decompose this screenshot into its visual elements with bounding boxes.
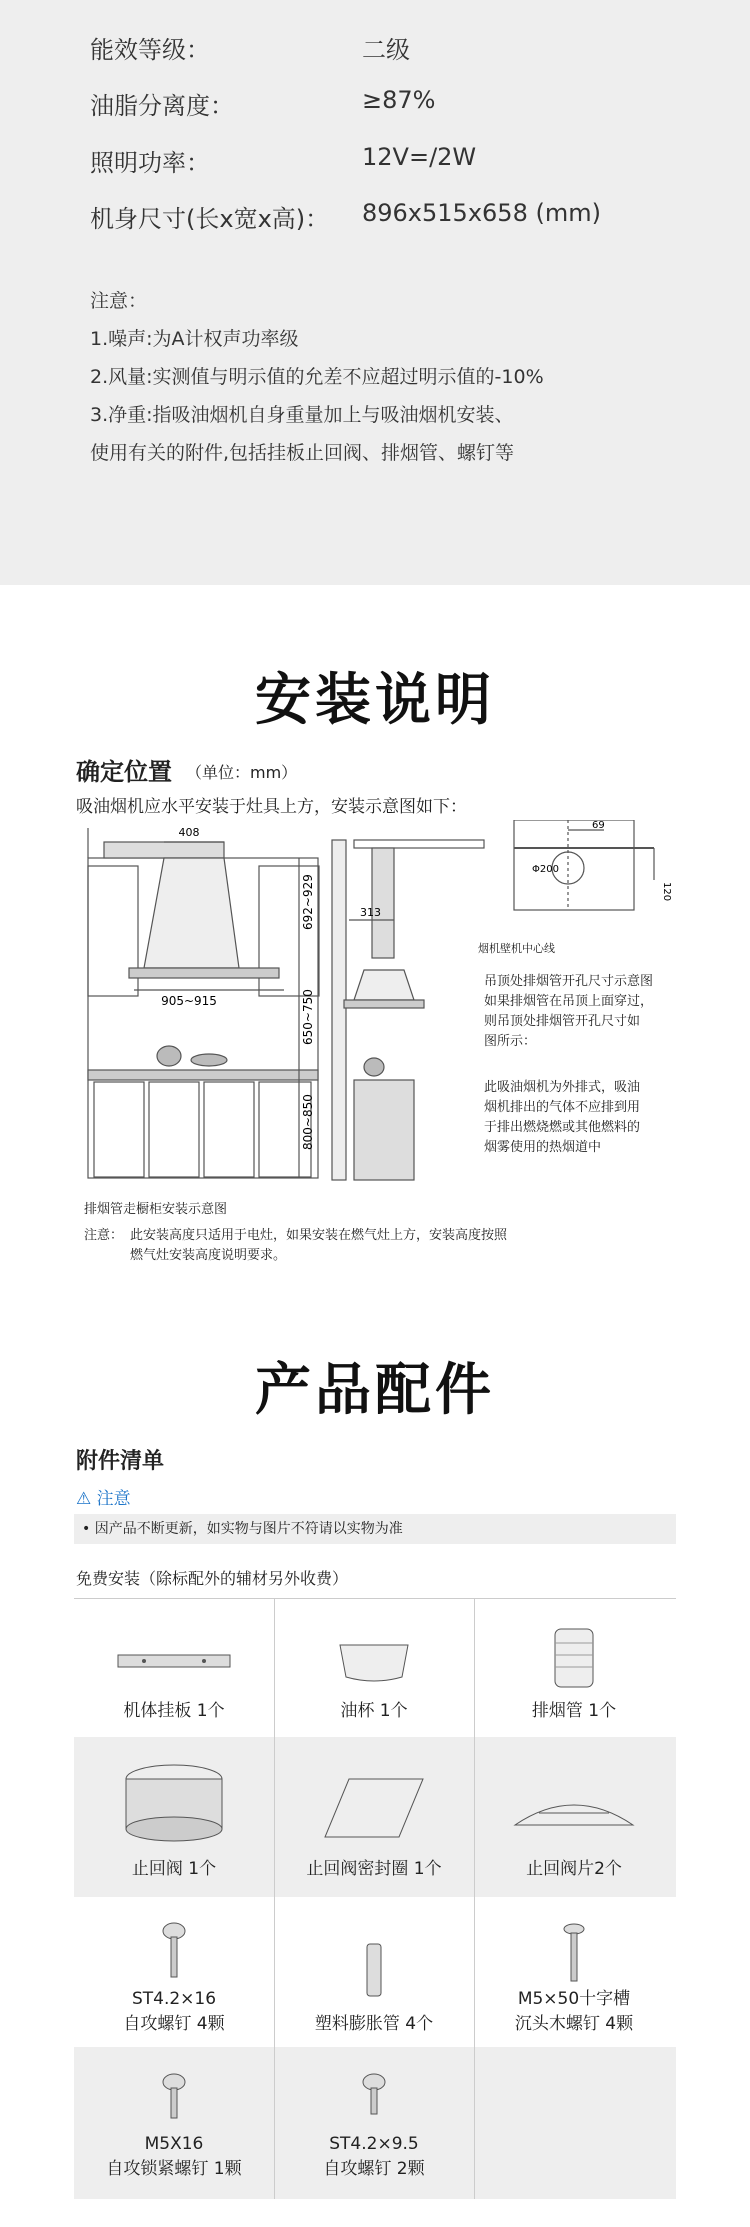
part-label: ST4.2×16: [131, 1989, 217, 2009]
tapping-screw-icon: [359, 2072, 389, 2122]
right-text-line: 此吸油烟机为外排式，吸油: [484, 1080, 641, 1095]
part-label: M5×50十字槽: [517, 1989, 631, 2009]
notice-bar: • 因产品不断更新，如实物与图片不符请以实物为准: [74, 1514, 676, 1544]
dim-408: 408: [178, 826, 200, 839]
install-intro: 吸油烟机应水平安装于灶具上方，安装示意图如下：: [76, 797, 467, 817]
install-note-line: 此安装高度只适用于电灶，如果安装在燃气灶上方，安装高度按照: [130, 1228, 508, 1243]
install-title: 安装说明: [255, 668, 495, 733]
exhaust-pipe-icon: [549, 1623, 599, 1693]
part-label: 止回阀 1个: [131, 1859, 217, 1879]
part-label: 自攻锁紧螺钉 1颗: [106, 2159, 242, 2179]
note-line: 使用有关的附件,包括挂板止回阀、排烟管、螺钉等: [90, 442, 515, 464]
dim-69: 69: [592, 820, 605, 831]
free-install-label: 免费安装（除标配外的辅材另外收费）: [76, 1569, 349, 1588]
right-text-line: 图所示：: [484, 1034, 537, 1049]
install-note-line: 燃气灶安装高度说明要求。: [130, 1248, 287, 1263]
right-text-line: 则吊顶处排烟管开孔尺寸如: [484, 1014, 641, 1029]
right-text-line: 如果排烟管在吊顶上面穿过，: [484, 994, 654, 1009]
part-label: 止回阀片2个: [526, 1859, 622, 1879]
part-label: 自攻螺钉 4颗: [123, 2014, 225, 2034]
install-note-label: 注意：: [84, 1228, 124, 1243]
spec-label: 油脂分离度：: [90, 92, 234, 120]
warning-row: [76, 1484, 131, 1509]
part-label: 自攻螺钉 2颗: [323, 2159, 425, 2179]
part-label: 沉头木螺钉 4颗: [514, 2014, 634, 2034]
spec-value: 12V=/2W: [362, 143, 477, 171]
warning-icon: ⚠: [76, 1489, 92, 1509]
part-label: ST4.2×9.5: [329, 2134, 419, 2154]
valve-seal-icon: [319, 1773, 429, 1843]
spec-label: 照明功率：: [90, 149, 210, 177]
part-item: [74, 2047, 274, 2182]
warning-label: 注意: [96, 1489, 131, 1509]
parts-title: 产品配件: [255, 1358, 495, 1423]
wood-screw-icon: [559, 1923, 589, 1983]
part-item: [274, 1897, 474, 2037]
dim-650: 650~750: [301, 989, 315, 1045]
dim-313: 313: [360, 906, 381, 919]
part-label: 机体挂板 1个: [123, 1701, 225, 1721]
dim-692: 692~929: [301, 874, 315, 930]
right-text-line: 吊顶处排烟管开孔尺寸示意图: [484, 974, 654, 989]
part-item: [274, 1737, 474, 1882]
part-label: 排烟管 1个: [531, 1701, 617, 1721]
right-text-line: 于排出燃烧燃或其他燃料的: [484, 1120, 641, 1135]
wall-bracket-icon: [114, 1641, 234, 1681]
valve-flap-icon: [509, 1781, 639, 1841]
dim-120: 120: [661, 882, 672, 902]
dim-200: Φ200: [532, 864, 559, 875]
spec-label: 能效等级：: [90, 36, 210, 64]
right-text-line: 烟机排出的气体不应排到用: [484, 1100, 641, 1115]
parts-grid: [74, 1598, 676, 2198]
centerline-caption: 烟机壁机中心线: [478, 942, 555, 955]
spec-section: [0, 0, 750, 585]
screw-icon: [159, 1921, 189, 1981]
right-text-line: 烟雾使用的热烟道中: [484, 1140, 602, 1155]
part-item: [74, 1737, 274, 1882]
note-line: 3.净重:指吸油烟机自身重量加上与吸油烟机安装、: [90, 404, 514, 426]
spec-value: 896x515x658 (mm): [362, 199, 601, 227]
part-item: [274, 2047, 474, 2182]
lock-screw-icon: [159, 2072, 189, 2122]
part-item: [274, 1599, 474, 1724]
dim-800: 800~850: [301, 1094, 315, 1150]
list-title: 附件清单: [76, 1449, 165, 1474]
expansion-tube-icon: [359, 1940, 389, 2000]
oil-cup-icon: [334, 1637, 414, 1687]
note-line: 1.噪声:为A计权声功率级: [90, 328, 299, 350]
spec-label: 机身尺寸(长x宽x高)：: [90, 205, 330, 233]
dim-905: 905~915: [161, 994, 217, 1008]
unit-label: （单位：mm）: [186, 763, 298, 782]
part-label: M5X16: [144, 2134, 204, 2154]
notes-title: 注意：: [90, 290, 148, 312]
spec-value: ≥87%: [362, 86, 436, 114]
part-item: [74, 1897, 274, 2037]
part-item: [474, 1737, 674, 1882]
part-label: 止回阀密封圈 1个: [306, 1859, 442, 1879]
spec-value: 二级: [362, 36, 410, 64]
part-label: 塑料膨胀管 4个: [314, 2014, 434, 2034]
part-item: [474, 1897, 674, 2037]
part-item: [74, 1599, 274, 1724]
check-valve-icon: [114, 1759, 234, 1849]
part-label: 油杯 1个: [340, 1701, 408, 1721]
position-heading: 确定位置: [76, 758, 172, 786]
note-line: 2.风量:实测值与明示值的允差不应超过明示值的-10%: [90, 366, 544, 388]
left-caption: 排烟管走橱柜安装示意图: [84, 1202, 228, 1217]
part-item: [474, 1599, 674, 1724]
